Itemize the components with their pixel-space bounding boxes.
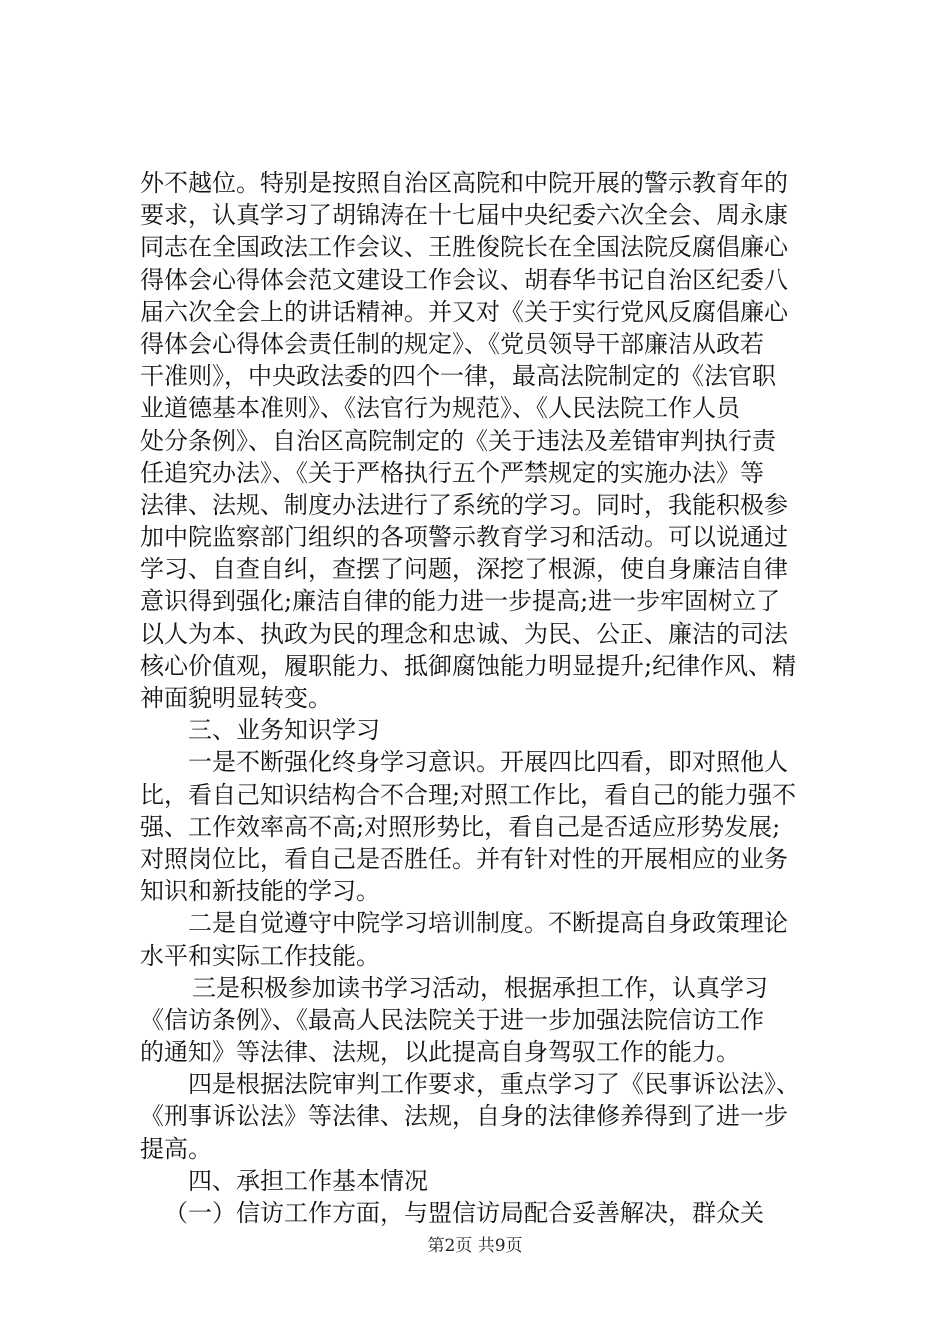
- document-line: 四是根据法院审判工作要求，重点学习了《民事诉讼法》、: [188, 1070, 800, 1099]
- document-line: 得体会心得体会范文建设工作会议、胡春华书记自治区纪委八: [140, 265, 788, 294]
- document-line: 《信访条例》、《最高人民法院关于进一步加强法院信访工作: [140, 1005, 764, 1034]
- document-line: 干准则》，中央政法委的四个一律，最高法院制定的《法官职: [140, 362, 776, 391]
- document-line: 一是不断强化终身学习意识。开展四比四看，即对照他人: [188, 748, 788, 777]
- document-line: 外不越位。特别是按照自治区高院和中院开展的警示教育年的: [140, 169, 788, 197]
- document-line: 核心价值观，履职能力、抵御腐蚀能力明显提升;纪律作风、精: [140, 651, 797, 680]
- document-line: 的通知》等法律、法规，以此提高自身驾驭工作的能力。: [140, 1038, 740, 1067]
- document-line: 三是积极参加读书学习活动，根据承担工作，认真学习: [192, 973, 768, 1002]
- document-line: （一）信访工作方面，与盟信访局配合妥善解决，群众关: [164, 1199, 764, 1227]
- document-line: 二是自觉遵守中院学习培训制度。不断提高自身政策理论: [188, 909, 788, 938]
- document-line: 比，看自己知识结构合不合理;对照工作比，看自己的能力强不: [140, 780, 797, 809]
- document-line: 要求，认真学习了胡锦涛在十七届中央纪委六次全会、周永康: [140, 201, 788, 230]
- document-line: 意识得到强化;廉洁自律的能力进一步提高;进一步牢固树立了: [140, 587, 781, 616]
- document-line: 得体会心得体会责任制的规定》、《党员领导干部廉洁从政若: [140, 329, 764, 358]
- document-line: 对照岗位比，看自己是否胜任。并有针对性的开展相应的业务: [140, 844, 788, 873]
- document-line: 业道德基本准则》、《法官行为规范》、《人民法院工作人员: [140, 394, 740, 423]
- document-line: 处分条例》、自治区高院制定的《关于违法及差错审判执行责: [140, 426, 776, 455]
- document-line: 提高。: [140, 1134, 212, 1163]
- document-line: 法律、法规、制度办法进行了系统的学习。同时，我能积极参: [140, 490, 788, 519]
- document-line: 届六次全会上的讲话精神。并又对《关于实行党风反腐倡廉心: [140, 297, 788, 326]
- document-line: 三、业务知识学习: [188, 716, 380, 745]
- page-footer: 第2页 共9页: [427, 1236, 523, 1256]
- document-line: 同志在全国政法工作会议、王胜俊院长在全国法院反腐倡廉心: [140, 233, 788, 262]
- document-line: 强、工作效率高不高;对照形势比，看自己是否适应形势发展;: [140, 812, 781, 841]
- document-body: [140, 167, 840, 1229]
- document-line: 《刑事诉讼法》等法律、法规，自身的法律修养得到了进一步: [140, 1102, 788, 1131]
- document-line: 知识和新技能的学习。: [140, 877, 380, 906]
- document-line: 任追究办法》、《关于严格执行五个严禁规定的实施办法》等: [140, 458, 764, 487]
- document-line: 四、承担工作基本情况: [188, 1166, 428, 1195]
- document-line: 水平和实际工作技能。: [140, 941, 380, 970]
- document-line: 神面貌明显转变。: [140, 684, 332, 712]
- document-line: 以人为本、执政为民的理念和忠诚、为民、公正、廉洁的司法: [140, 619, 788, 648]
- document-line: 加中院监察部门组织的各项警示教育学习和活动。可以说通过: [140, 523, 788, 552]
- document-line: 学习、自查自纠，查摆了问题，深挖了根源，使自身廉洁自律: [140, 555, 788, 584]
